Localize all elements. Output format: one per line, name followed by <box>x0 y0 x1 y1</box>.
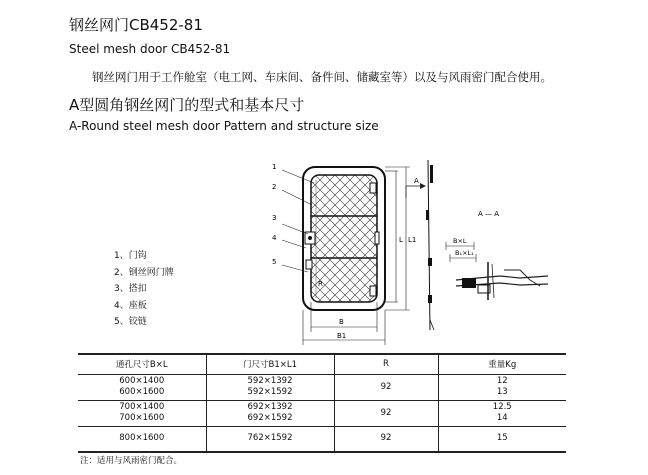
spec-table <box>78 353 566 453</box>
dim-b1: B1 <box>337 332 347 340</box>
header-door-size: 门尺寸B1×L1 <box>206 354 334 374</box>
section-label: A — A <box>478 210 500 218</box>
door-cell: 592×1392 592×1592 <box>206 374 334 400</box>
opening-cell: 800×1600 <box>78 426 206 452</box>
section-plate <box>462 278 476 288</box>
dim-l1: L1 <box>408 236 417 244</box>
callout-2: 2 <box>272 183 277 191</box>
weight-cell: 15 <box>438 426 566 452</box>
door-side-view <box>426 160 434 330</box>
dim-b: B <box>339 318 344 326</box>
section-heading-en: A-Round steel mesh door Pattern and structure size <box>69 119 379 133</box>
weight-cell: 12.5 14 <box>438 400 566 426</box>
section-arrow-label: A <box>414 177 419 185</box>
radius-cell: 92 <box>334 400 438 426</box>
radius-cell: 92 <box>334 374 438 400</box>
table-row <box>78 400 566 426</box>
page-subtitle: Steel mesh door CB452-81 <box>69 42 231 56</box>
legend-item: 3、搭扣 <box>114 284 147 294</box>
legend-item: 2、钢丝网门牌 <box>114 267 174 278</box>
radius-label: R <box>318 280 323 288</box>
table-row <box>78 374 566 400</box>
dim-l: L <box>399 236 403 244</box>
legend-item: 4、座板 <box>114 300 147 311</box>
section-arrow <box>406 183 426 198</box>
callout-leaders <box>282 170 314 272</box>
section-dim-door: B₁×L₁ <box>455 249 474 257</box>
door-cell: 762×1592 <box>206 426 334 452</box>
table-header-row <box>78 354 566 374</box>
legend-item: 1、门钩 <box>114 251 147 261</box>
callout-3: 3 <box>272 214 277 222</box>
legend-item: 5、铰链 <box>114 317 147 327</box>
radius-cell: 92 <box>334 426 438 452</box>
opening-cell: 600×1400 600×1600 <box>78 374 206 400</box>
door-front-view <box>303 167 385 310</box>
weight-cell: 12 13 <box>438 374 566 400</box>
callout-4: 4 <box>272 234 277 242</box>
door-cell: 692×1392 692×1592 <box>206 400 334 426</box>
header-weight: 重量Kg <box>438 354 566 374</box>
footnote: 注：适用与风雨密门配合。 <box>80 456 183 466</box>
header-radius: R <box>334 354 438 374</box>
opening-cell: 700×1400 700×1600 <box>78 400 206 426</box>
page-title: 钢丝网门CB452-81 <box>69 16 203 34</box>
description: 钢丝网门用于工作舱室（电工网、车床间、备件间、储藏室等）以及与风雨密门配合使用。 <box>92 70 552 84</box>
callout-5: 5 <box>272 258 277 266</box>
callout-1: 1 <box>272 163 277 171</box>
header-opening-size: 通孔尺寸B×L <box>78 354 206 374</box>
table-row <box>78 426 566 452</box>
section-dim-opening: B×L <box>453 237 467 245</box>
section-heading: A型圆角钢丝网门的型式和基本尺寸 <box>69 96 305 114</box>
